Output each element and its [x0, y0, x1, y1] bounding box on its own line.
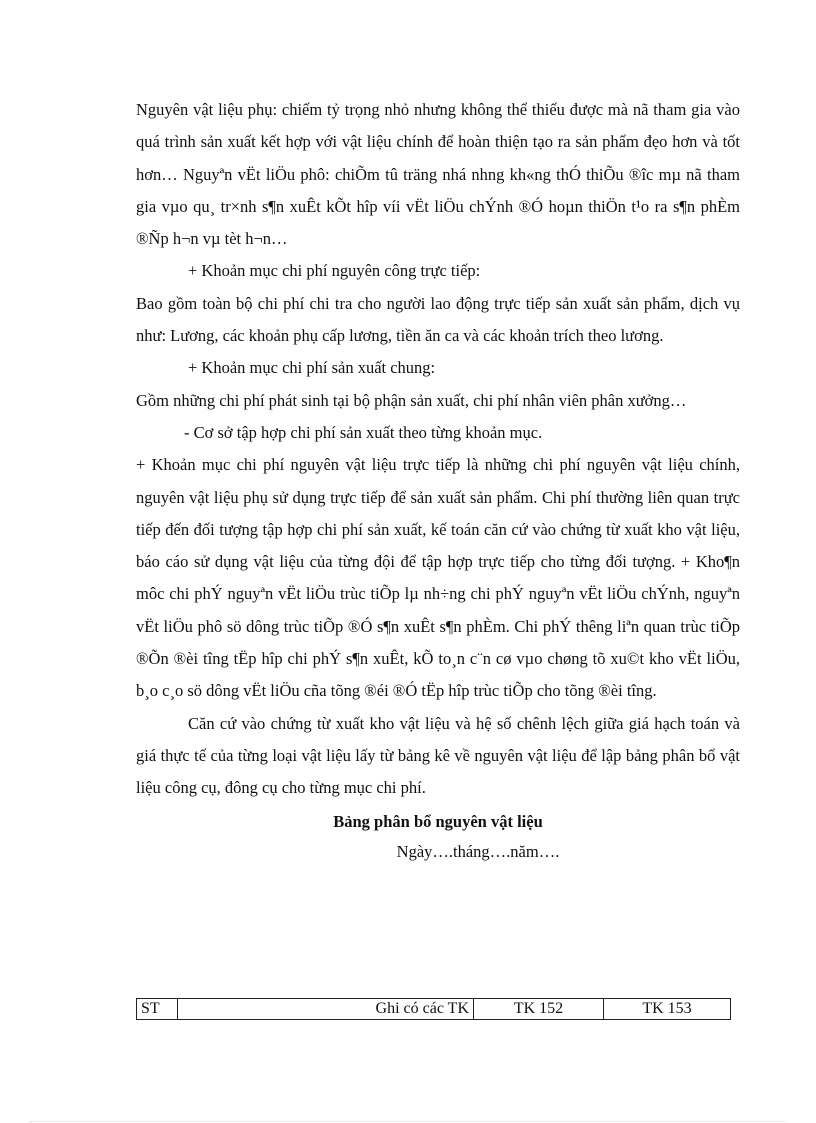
table-header-row — [137, 999, 731, 1020]
document-body — [136, 94, 740, 867]
heading-nhan-cong: + Khoản mục chi phí nguyên công trực tiếp: — [188, 261, 481, 281]
page-bottom-border — [30, 1121, 786, 1122]
table-title: Bảng phân bổ nguyên vật liệu — [333, 811, 543, 831]
header-tk153: TK 153 — [604, 999, 731, 1020]
paragraph-nvl-truc-tiep: + Khoản mục chi phí nguyên vật liệu trực tiếp là những chi phí nguyên vật liệu chính, nguyên vật liệu phụ sử dụng trực tiếp để sản xuất sản phẩm. Chi phí thường liên quan trực tiếp đến đối tượng tập hợp chi phí sản xuất, kế toán căn cứ vào chứng từ xuất kho vật liệu, báo cáo sử dụng vật liệu của từng đội để tập hợp trực tiếp cho từng đối tượng. + Kho¶n môc chi phÝ nguyªn vËt liÖu trùc tiÕp lµ nh÷ng chi phÝ nguyªn vËt liÖu chÝnh, nguyªn vËt liÖu phô sö dông trùc tiÕp ®Ó s¶n xuÊt s¶n phÈm. Chi phÝ thêng liªn quan trùc tiÕp ®Õn ®èi tîng tËp hîp chi phÝ s¶n xuÊt, kÕ to¸n c¨n cø vµo chøng tõ xu©t kho vËt liÖu, b¸o c¸o sö dông vËt liÖu cña tõng ®éi ®Ó tËp hîp trùc tiÕp cho tõng ®èi tîng. — [136, 455, 740, 701]
heading-co-so: - Cơ sở tập hợp chi phí sản xuất theo từng khoản mục. — [184, 422, 543, 442]
allocation-table — [136, 998, 731, 1020]
paragraph-san-xuat-chung: Gồm những chi phí phát sinh tại bộ phận sản xuất, chi phí nhân viên phân xưởng… — [136, 390, 687, 410]
header-ghi-co: Ghi có các TK — [178, 999, 474, 1020]
header-stt: ST — [137, 999, 178, 1020]
table-date: Ngày….tháng….năm…. — [396, 841, 560, 861]
paragraph-can-cu: Căn cứ vào chứng từ xuất kho vật liệu và hệ số chênh lệch giữa giá hạch toán và giá thực tế của từng loại vật liệu lấy từ bảng kê về nguyên vật liệu để lập bảng phân bổ vật liệu công cụ, đông cụ cho từng mục chi phí. — [136, 713, 740, 798]
paragraph-nhan-cong: Bao gồm toàn bộ chi phí chi tra cho người lao động trực tiếp sản xuất sản phẩm, dịch vụ như: Lương, các khoản phụ cấp lương, tiền ăn ca và các khoản trích theo lương. — [136, 293, 740, 346]
header-tk152: TK 152 — [474, 999, 604, 1020]
paragraph-nvl-phu: Nguyên vật liệu phụ: chiếm tỷ trọng nhỏ nhưng không thể thiếu được mà nã tham gia vào quá trình sản xuất kết hợp với vật liệu chính để hoàn thiện tạo ra sản phẩm đẹo hơn và tốt hơn… Nguyªn vËt liÖu phô: chiÕm tû träng nhá nhng kh«ng thÓ thiÕu ®îc mµ nã tham gia vµo qu¸ tr×nh s¶n xuÊt kÕt hîp víi vËt liÖu chÝnh ®Ó hoµn thiÖn t¹o ra s¶n phÈm ®Ñp h¬n vµ tèt h¬n… — [136, 100, 740, 249]
heading-san-xuat-chung: + Khoản mục chi phí sản xuất chung: — [188, 358, 436, 378]
